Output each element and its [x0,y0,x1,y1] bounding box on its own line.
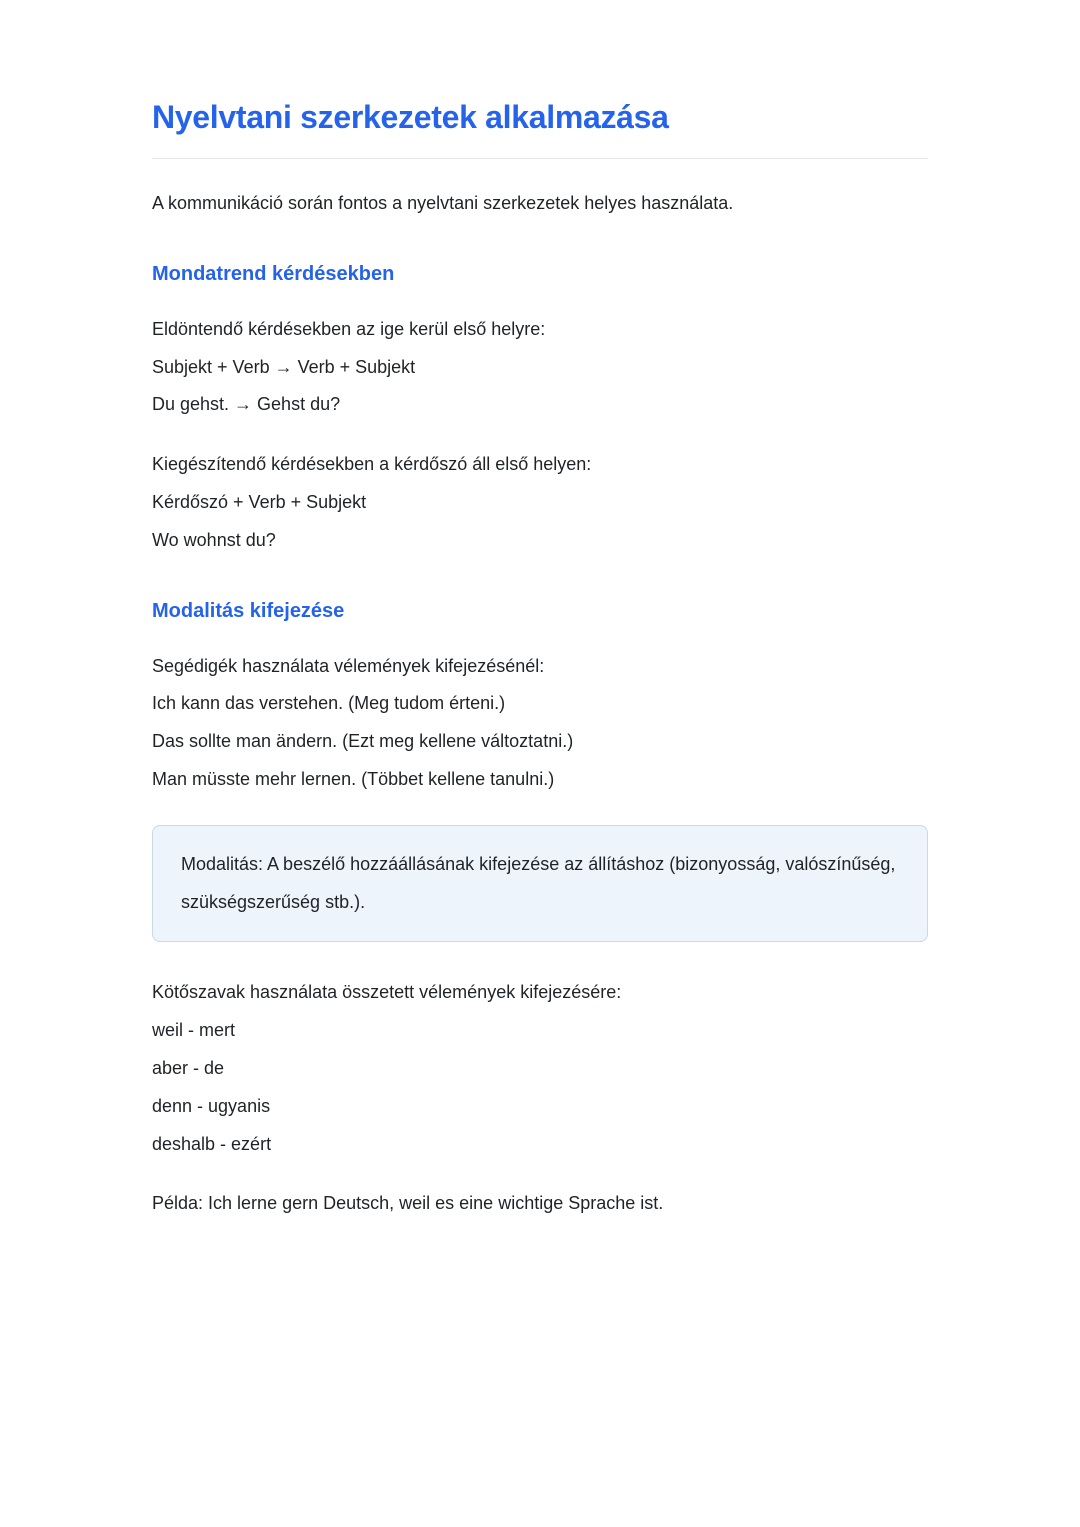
text-line: Man müsste mehr lernen. (Többet kellene tanulni.) [152,768,555,789]
text-line: Das sollte man ändern. (Ezt meg kellene változtatni.) [152,731,574,752]
paragraph-segedigek [152,648,928,799]
text-line: deshalb - ezért [152,1133,272,1154]
section-heading-modalitas: Modalitás kifejezése [152,599,345,622]
page-title: Nyelvtani szerkezetek alkalmazása [152,99,669,135]
paragraph-eldontendo [152,311,928,424]
callout-text: Modalitás: A beszélő hozzáállásának kifejezése az állításhoz (bizonyosság, valószínűség, szükségszerűség stb.). [181,853,896,912]
text-line: A kommunikáció során fontos a nyelvtani szerkezetek helyes használata. [152,193,734,213]
paragraph-pelda [152,1185,928,1223]
title-divider [152,158,928,159]
paragraph-kiegeszitendo [152,446,928,559]
text-line: Példa: Ich lerne gern Deutsch, weil es eine wichtige Sprache ist. [152,1193,664,1214]
text-line: Eldöntendő kérdésekben az ige kerül első helyre: [152,318,546,339]
text-line: Wo wohnst du? [152,529,276,550]
text-line: weil - mert [152,1020,236,1041]
section-heading-mondatrend: Mondatrend kérdésekben [152,262,395,285]
paragraph-kotoszavak [152,974,928,1163]
text-line: denn - ugyanis [152,1095,271,1116]
text-line: Kötőszavak használata összetett vélemények kifejezésére: [152,982,622,1003]
text-line: Ich kann das verstehen. (Meg tudom érteni.) [152,693,506,714]
intro-paragraph [152,185,928,223]
callout-box [152,825,928,943]
text-line: Segédigék használata vélemények kifejezésénél: [152,655,545,676]
text-line: Kérdőszó + Verb + Subjekt [152,491,367,512]
text-line: Subjekt + Verb → Verb + Subjekt [152,356,416,377]
text-line: Du gehst. → Gehst du? [152,394,341,415]
text-line: Kiegészítendő kérdésekben a kérdőszó áll első helyen: [152,454,592,475]
text-line: aber - de [152,1057,225,1078]
